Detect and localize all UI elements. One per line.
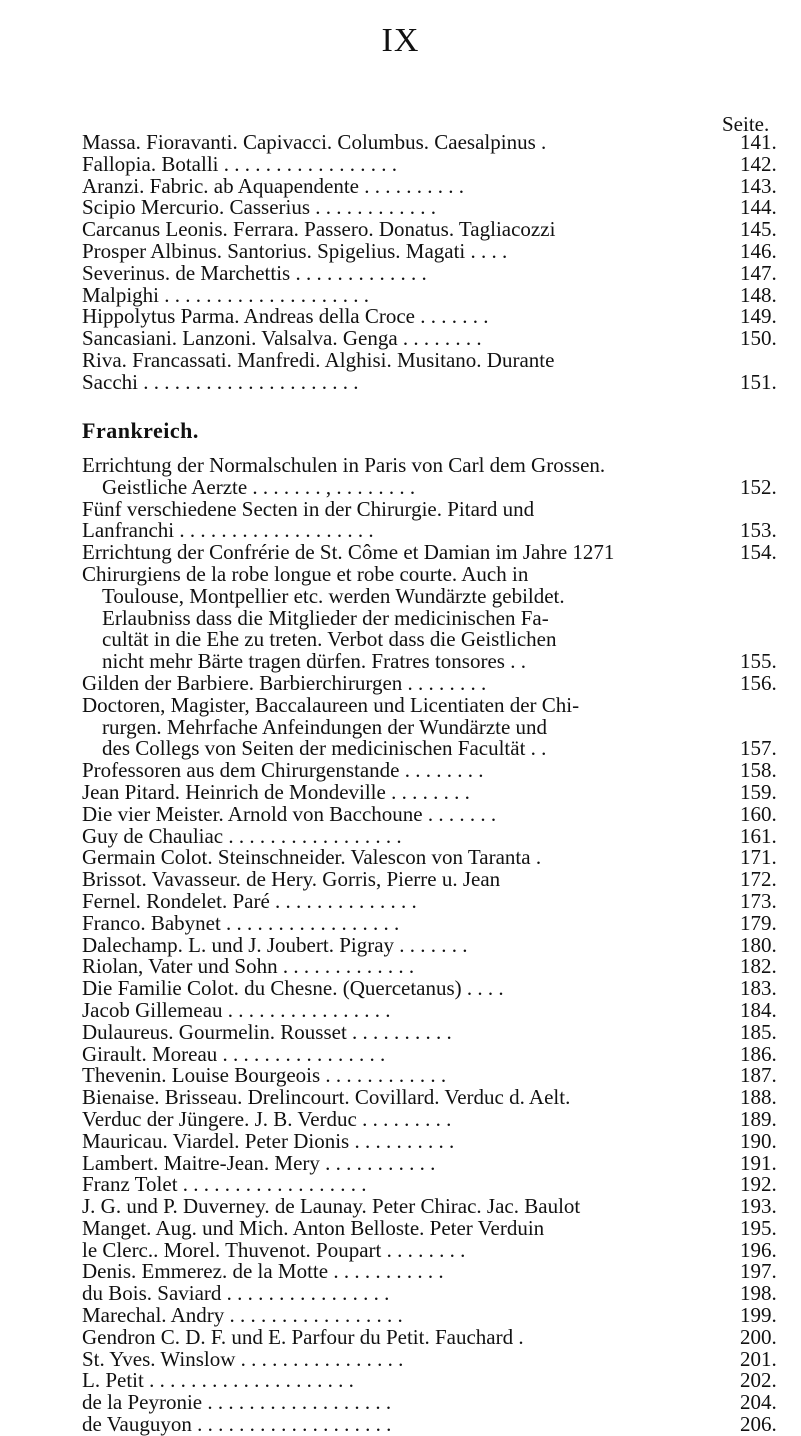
toc-entry xyxy=(82,869,794,891)
column-header: Seite. xyxy=(722,112,770,136)
toc-entry-page: 191. xyxy=(740,1150,777,1175)
toc-entry xyxy=(82,1237,794,1262)
toc-entry-text: Toulouse, Montpellier etc. werden Wundärzte gebildet. xyxy=(102,583,565,608)
toc-entry-page: 190. xyxy=(740,1128,777,1153)
toc-entry-text: J. G. und P. Duverney. de Launay. Peter Chirac. Jac. Baulot xyxy=(82,1194,581,1219)
toc-entry xyxy=(82,1283,794,1305)
toc-entry-page: 151. xyxy=(740,369,777,394)
toc-entry xyxy=(82,956,794,978)
toc-entry-text: Marechal. Andry . . . . . . . . . . . . . . . . . xyxy=(82,1303,403,1328)
toc-entry-text: Aranzi. Fabric. ab Aquapendente . . . . . . . . . . xyxy=(82,173,464,198)
toc-entry xyxy=(82,197,794,219)
toc-entry-page: 182. xyxy=(740,954,777,979)
toc-entry-page: 193. xyxy=(740,1194,777,1219)
toc-entry xyxy=(82,1370,794,1392)
toc-entry-text: Fernel. Rondelet. Paré . . . . . . . . . . . . . . xyxy=(82,888,417,913)
toc-entry xyxy=(82,347,794,372)
toc-entry-text: Doctoren, Magister, Baccalaureen und Licentiaten der Chi- xyxy=(82,692,580,717)
toc-entry-page: 189. xyxy=(740,1106,777,1131)
toc-entry-text: Scipio Mercurio. Casserius . . . . . . . . . . . . xyxy=(82,195,437,220)
toc-entry xyxy=(82,455,794,477)
toc-entry xyxy=(82,651,794,673)
toc-entry-page: 172. xyxy=(740,867,777,892)
toc-section-italy xyxy=(82,132,794,394)
toc-entry xyxy=(82,1196,794,1218)
toc-entry xyxy=(82,738,794,760)
toc-entry-page: 200. xyxy=(740,1324,777,1349)
toc-entry-page: 202. xyxy=(740,1368,777,1393)
toc-entry xyxy=(82,520,794,542)
toc-entry-page: 144. xyxy=(740,195,777,220)
toc-entry-page: 160. xyxy=(740,801,777,826)
toc-entry xyxy=(82,561,794,586)
toc-entry-text: Manget. Aug. und Mich. Anton Belloste. Peter Verduin xyxy=(82,1215,545,1240)
toc-entry xyxy=(82,328,794,350)
toc-entry-text: Lanfranchi . . . . . . . . . . . . . . . . . . . xyxy=(82,518,374,543)
toc-entry xyxy=(82,219,794,241)
toc-entry xyxy=(82,823,794,848)
toc-entry xyxy=(82,997,794,1022)
toc-entry xyxy=(82,1324,794,1349)
toc-entry xyxy=(82,282,794,307)
toc-entry-page: 186. xyxy=(740,1041,777,1066)
toc-entry xyxy=(82,1215,794,1240)
toc-entry-text: L. Petit . . . . . . . . . . . . . . . . . . . . xyxy=(82,1368,354,1393)
toc-entry-page: 157. xyxy=(740,736,777,761)
toc-entry-text: Gilden der Barbiere. Barbierchirurgen . . . . . . . . xyxy=(82,670,487,695)
toc-entry-text: Fallopia. Botalli . . . . . . . . . . . . . . . . . xyxy=(82,151,397,176)
toc-entry xyxy=(82,496,794,521)
toc-entry-text: Professoren aus dem Chirurgenstande . . . . . . . . xyxy=(82,758,484,783)
toc-entry xyxy=(82,605,794,630)
toc-entry xyxy=(82,629,794,651)
toc-entry-page: 159. xyxy=(740,779,777,804)
toc-entry-text: Girault. Moreau . . . . . . . . . . . . . . . . xyxy=(82,1041,386,1066)
section-title: Frankreich. xyxy=(82,418,199,443)
toc-entry-page: 148. xyxy=(740,282,777,307)
toc-entry-text: Prosper Albinus. Santorius. Spigelius. Magati . . . . xyxy=(82,238,508,263)
toc-entry-text: Germain Colot. Steinschneider. Valescon von Taranta . xyxy=(82,845,542,870)
toc-entry xyxy=(82,1087,794,1109)
toc-entry xyxy=(82,151,794,176)
toc-entry xyxy=(82,932,794,957)
toc-entry-text: Severinus. de Marchettis . . . . . . . . . . . . . xyxy=(82,260,427,285)
toc-entry-text: Errichtung der Normalschulen in Paris von Carl dem Grossen. xyxy=(82,453,606,477)
toc-entry xyxy=(82,1174,794,1196)
page-number: IX xyxy=(381,22,420,59)
toc-entry-text: Chirurgiens de la robe longue et robe courte. Auch in xyxy=(82,561,529,586)
toc-entry xyxy=(82,1346,794,1371)
toc-entry xyxy=(82,801,794,826)
toc-entry-page: 149. xyxy=(740,304,777,329)
toc-entry-page: 204. xyxy=(740,1390,777,1415)
toc-entry-page: 206. xyxy=(740,1412,777,1436)
toc-entry xyxy=(82,132,794,154)
toc-entry-text: Sacchi . . . . . . . . . . . . . . . . . . . . . xyxy=(82,369,359,394)
toc-entry-text: du Bois. Saviard . . . . . . . . . . . . . . . . xyxy=(82,1281,390,1306)
toc-entry-text: Brissot. Vavasseur. de Hery. Gorris, Pierre u. Jean xyxy=(82,867,501,892)
toc-entry xyxy=(82,760,794,782)
toc-entry-page: 197. xyxy=(740,1259,777,1284)
toc-entry xyxy=(82,1261,794,1283)
toc-entry-text: Franco. Babynet . . . . . . . . . . . . . . . . . xyxy=(82,910,400,935)
toc-entry-page: 155. xyxy=(740,649,777,674)
toc-entry-text: Gendron C. D. F. und E. Parfour du Petit. Fauchard . xyxy=(82,1324,524,1349)
toc-entry-page: 185. xyxy=(740,1019,777,1044)
toc-entry xyxy=(82,692,794,717)
toc-entry-page: 161. xyxy=(740,823,777,848)
toc-entry-page: 183. xyxy=(740,976,777,1001)
toc-entry-page: 150. xyxy=(740,326,777,351)
toc-entry-page: 201. xyxy=(740,1346,777,1371)
toc-entry-text: Die vier Meister. Arnold von Bacchoune . . . . . . . xyxy=(82,801,497,826)
toc-entry-page: 146. xyxy=(740,238,777,263)
toc-entry-text: Errichtung der Confrérie de St. Côme et Damian im Jahre 1271 xyxy=(82,540,615,565)
toc-entry-text: Massa. Fioravanti. Capivacci. Columbus. Caesalpinus . xyxy=(82,130,547,154)
toc-entry-text: de Vauguyon . . . . . . . . . . . . . . . . . . . xyxy=(82,1412,392,1436)
toc-entry xyxy=(82,714,794,739)
toc-entry-text: Erlaubniss dass die Mitglieder der medicinischen Fa- xyxy=(102,605,549,630)
toc-entry-page: 158. xyxy=(740,758,777,783)
toc-entry xyxy=(82,978,794,1000)
toc-entry xyxy=(82,670,794,695)
toc-entry-text: Verduc der Jüngere. J. B. Verduc . . . . . . . . . xyxy=(82,1106,452,1131)
toc-entry-text: Dulaureus. Gourmelin. Rousset . . . . . . . . . . xyxy=(82,1019,452,1044)
toc-entry-page: 192. xyxy=(740,1172,777,1197)
toc-entry xyxy=(82,173,794,198)
toc-entry-text: Dalechamp. L. und J. Joubert. Pigray . . . . . . . xyxy=(82,932,468,957)
toc-entry-text: rurgen. Mehrfache Anfeindungen der Wundärzte und xyxy=(102,714,548,739)
toc-entry-text: Thevenin. Louise Bourgeois . . . . . . . . . . . . xyxy=(82,1063,447,1088)
toc-entry xyxy=(82,888,794,913)
toc-entry-text: Hippolytus Parma. Andreas della Croce . . . . . . . xyxy=(82,304,489,329)
toc-entry-text: Sancasiani. Lanzoni. Valsalva. Genga . . . . . . . . xyxy=(82,326,482,351)
toc-entry-text: le Clerc.. Morel. Thuvenot. Poupart . . . . . . . . xyxy=(82,1237,466,1262)
toc-entry-text: Guy de Chauliac . . . . . . . . . . . . . . . . . xyxy=(82,823,402,848)
toc-entry-page: 180. xyxy=(740,932,777,957)
toc-entry-page: 156. xyxy=(740,670,777,695)
toc-entry xyxy=(82,1305,794,1327)
toc-entry-text: Denis. Emmerez. de la Motte . . . . . . . . . . . xyxy=(82,1259,444,1284)
toc-entry xyxy=(82,779,794,804)
toc-entry xyxy=(82,583,794,608)
toc-entry xyxy=(82,847,794,869)
toc-entry-text: Lambert. Maitre-Jean. Mery . . . . . . . . . . . xyxy=(82,1150,436,1175)
toc-section-france xyxy=(82,455,794,1436)
toc-entry xyxy=(82,1065,794,1087)
toc-entry-text: Riolan, Vater und Sohn . . . . . . . . . . . . . xyxy=(82,954,415,979)
toc-entry-page: 147. xyxy=(740,260,777,285)
toc-entry-text: Riva. Francassati. Manfredi. Alghisi. Musitano. Durante xyxy=(82,347,555,372)
toc-entry-text: Jean Pitard. Heinrich de Mondeville . . . . . . . . xyxy=(82,779,470,804)
toc-entry xyxy=(82,1150,794,1175)
toc-entry-text: de la Peyronie . . . . . . . . . . . . . . . . . . xyxy=(82,1390,392,1415)
toc-entry-text: Franz Tolet . . . . . . . . . . . . . . . . . . xyxy=(82,1172,367,1197)
toc-entry xyxy=(82,474,794,499)
toc-entry-page: 187. xyxy=(740,1063,777,1088)
toc-entry-page: 198. xyxy=(740,1281,777,1306)
toc-entry xyxy=(82,542,794,564)
toc-entry-text: Jacob Gillemeau . . . . . . . . . . . . . . . . xyxy=(82,997,391,1022)
toc-entry-page: 152. xyxy=(740,474,777,499)
toc-entry-page: 145. xyxy=(740,217,777,242)
toc-entry-text: St. Yves. Winslow . . . . . . . . . . . . . . . . xyxy=(82,1346,404,1371)
toc-entry-text: Fünf verschiedene Secten in der Chirurgie. Pitard und xyxy=(82,496,535,521)
toc-entry-page: 143. xyxy=(740,173,777,198)
toc-entry xyxy=(82,306,794,328)
toc-entry-page: 154. xyxy=(740,540,777,565)
toc-entry xyxy=(82,910,794,935)
toc-entry-text: Geistliche Aerzte . . . . . . . , . . . . . . . . xyxy=(102,474,416,499)
toc-entry xyxy=(82,238,794,263)
toc-entry-text: cultät in die Ehe zu treten. Verbot dass die Geistlichen xyxy=(102,627,557,652)
toc-entry xyxy=(82,1128,794,1153)
toc-entry-page: 196. xyxy=(740,1237,777,1262)
toc-entry-text: Carcanus Leonis. Ferrara. Passero. Donatus. Tagliacozzi xyxy=(82,217,556,242)
toc-entry-page: 179. xyxy=(740,910,777,935)
toc-entry xyxy=(82,1041,794,1066)
toc-entry-text: Die Familie Colot. du Chesne. (Quercetanus) . . . . xyxy=(82,976,504,1001)
toc-entry-page: 153. xyxy=(740,518,777,543)
toc-entry xyxy=(82,260,794,285)
toc-entry xyxy=(82,369,794,394)
toc-entry-text: des Collegs von Seiten der medicinischen Facultät . . xyxy=(102,736,547,761)
toc-entry-page: 188. xyxy=(740,1085,777,1110)
toc-entry xyxy=(82,1392,794,1414)
toc-entry-page: 199. xyxy=(740,1303,777,1328)
toc-entry xyxy=(82,1019,794,1044)
toc-entry xyxy=(82,1106,794,1131)
toc-entry xyxy=(82,1414,794,1436)
toc-entry-text: Bienaise. Brisseau. Drelincourt. Covillard. Verduc d. Aelt. xyxy=(82,1085,571,1110)
toc-entry-page: 195. xyxy=(740,1215,777,1240)
toc-entry-text: Malpighi . . . . . . . . . . . . . . . . . . . . xyxy=(82,282,369,307)
toc-entry-text: nicht mehr Bärte tragen dürfen. Fratres tonsores . . xyxy=(102,649,526,674)
toc-entry-text: Mauricau. Viardel. Peter Dionis . . . . . . . . . . xyxy=(82,1128,455,1153)
toc-entry-page: 184. xyxy=(740,997,777,1022)
toc-entry-page: 142. xyxy=(740,151,777,176)
toc-entry-page: 171. xyxy=(740,845,777,870)
toc-entry-page: 173. xyxy=(740,888,777,913)
toc-entry-page: 141. xyxy=(740,130,777,154)
